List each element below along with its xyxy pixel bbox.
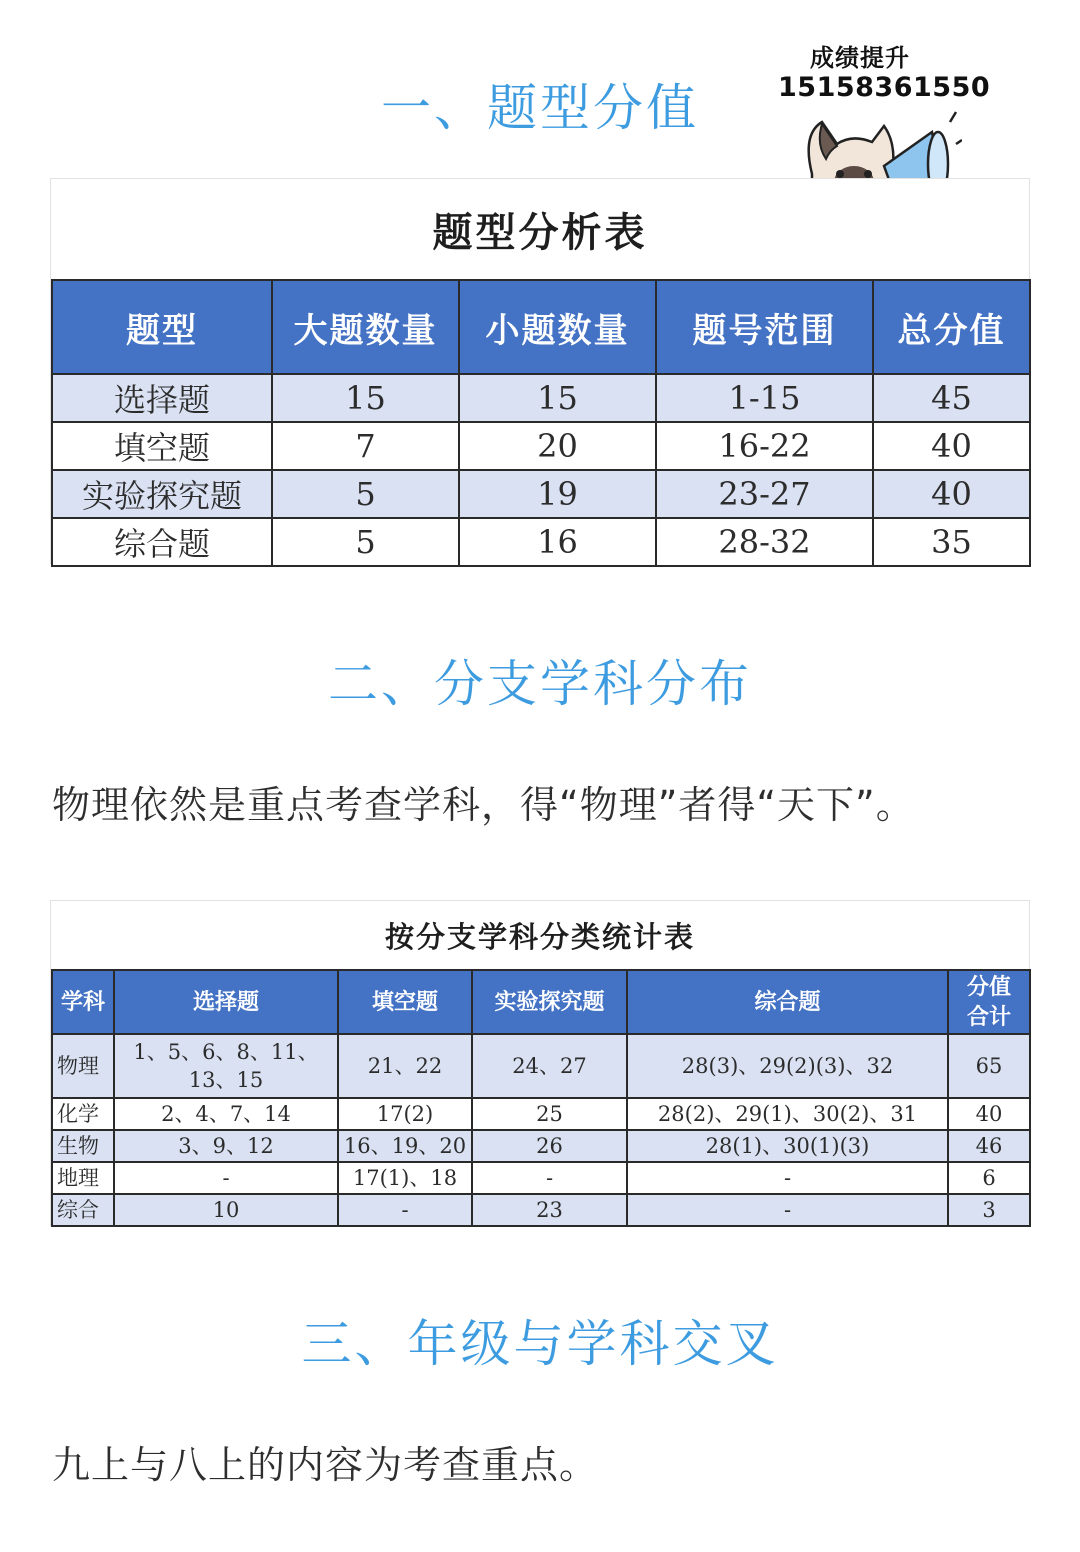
section-2-text: 物理依然是重点考查学科，得“物理”者得“天下”。	[52, 783, 915, 827]
table-cell: 实验探究题	[52, 470, 272, 518]
table-cell: 16	[459, 518, 656, 566]
table-cell: 65	[948, 1034, 1030, 1098]
section-3-title: 三、年级与学科交叉	[301, 1315, 779, 1373]
table-cell: 15	[272, 374, 459, 422]
table-cell: 6	[948, 1162, 1030, 1194]
table-cell: 26	[472, 1130, 627, 1162]
table-cell: -	[114, 1162, 338, 1194]
table-1-grid	[51, 279, 1031, 567]
table-1-header: 题号范围	[656, 280, 873, 374]
table-cell: 15	[459, 374, 656, 422]
question-type-table	[50, 178, 1030, 564]
table-2-header-line: 合计	[966, 1004, 1011, 1030]
table-row	[52, 1034, 1030, 1098]
table-cell: 地理	[52, 1162, 114, 1194]
table-2-header: 选择题	[114, 970, 338, 1034]
table-cell: 2、4、7、14	[114, 1098, 338, 1130]
table-cell: 3	[948, 1194, 1030, 1226]
table-cell: 5	[272, 470, 459, 518]
table-cell: 25	[472, 1098, 627, 1130]
table-cell: 21、22	[338, 1034, 472, 1098]
table-1-header: 总分值	[873, 280, 1030, 374]
table-cell: 40	[873, 470, 1030, 518]
table-row	[52, 470, 1030, 518]
table-2-header: 学科	[52, 970, 114, 1034]
table-cell: 45	[873, 374, 1030, 422]
table-2-caption: 按分支学科分类统计表	[384, 919, 695, 954]
table-cell: 28(1)、30(1)(3)	[627, 1130, 948, 1162]
table-cell: 24、27	[472, 1034, 627, 1098]
table-cell: 35	[873, 518, 1030, 566]
table-2-header-total	[948, 970, 1030, 1034]
table-cell: 19	[459, 470, 656, 518]
table-row	[52, 1194, 1030, 1226]
table-cell: 10	[114, 1194, 338, 1226]
table-1-header: 小题数量	[459, 280, 656, 374]
section-3-text: 九上与八上的内容为考查重点。	[52, 1443, 599, 1487]
table-cell: 28(2)、29(1)、30(2)、31	[627, 1098, 948, 1130]
table-row	[52, 422, 1030, 470]
table-1-header: 题型	[52, 280, 272, 374]
table-cell-line: 13、15	[188, 1068, 264, 1092]
table-cell: 化学	[52, 1098, 114, 1130]
table-cell: 7	[272, 422, 459, 470]
table-cell: 17(1)、18	[338, 1162, 472, 1194]
table-cell: 28(3)、29(2)(3)、32	[627, 1034, 948, 1098]
table-row	[52, 518, 1030, 566]
table-1-header: 大题数量	[272, 280, 459, 374]
table-2-header-line: 分值	[966, 974, 1011, 1000]
watermark-phone: 15158361550	[778, 72, 991, 103]
table-cell: 23-27	[656, 470, 873, 518]
table-cell: 46	[948, 1130, 1030, 1162]
table-cell: 17(2)	[338, 1098, 472, 1130]
table-cell-line: 1、5、6、8、11、	[133, 1040, 319, 1064]
table-cell: 23	[472, 1194, 627, 1226]
subject-branch-table	[50, 900, 1030, 1226]
table-cell	[114, 1034, 338, 1098]
watermark-title: 成绩提升	[810, 44, 910, 72]
table-cell: 综合	[52, 1194, 114, 1226]
section-1-title: 一、题型分值	[381, 79, 699, 137]
table-2-header: 填空题	[338, 970, 472, 1034]
table-cell: -	[472, 1162, 627, 1194]
table-row	[52, 1162, 1030, 1194]
table-cell: 生物	[52, 1130, 114, 1162]
table-cell: -	[338, 1194, 472, 1226]
table-cell: 综合题	[52, 518, 272, 566]
table-2-header: 综合题	[627, 970, 948, 1034]
table-cell: 填空题	[52, 422, 272, 470]
table-cell: 40	[948, 1098, 1030, 1130]
table-cell: 16、19、20	[338, 1130, 472, 1162]
table-cell: 28-32	[656, 518, 873, 566]
table-cell: 40	[873, 422, 1030, 470]
table-cell: 1-15	[656, 374, 873, 422]
table-cell: -	[627, 1162, 948, 1194]
table-1-caption: 题型分析表	[432, 208, 648, 256]
table-2-header: 实验探究题	[472, 970, 627, 1034]
table-cell: 5	[272, 518, 459, 566]
table-row	[52, 374, 1030, 422]
table-row	[52, 1130, 1030, 1162]
table-cell: 选择题	[52, 374, 272, 422]
table-cell: 20	[459, 422, 656, 470]
table-cell: 物理	[52, 1034, 114, 1098]
table-row	[52, 1098, 1030, 1130]
table-2-grid	[51, 969, 1031, 1227]
table-cell: 16-22	[656, 422, 873, 470]
table-cell: 3、9、12	[114, 1130, 338, 1162]
section-2-title: 二、分支学科分布	[328, 655, 752, 713]
table-cell: -	[627, 1194, 948, 1226]
